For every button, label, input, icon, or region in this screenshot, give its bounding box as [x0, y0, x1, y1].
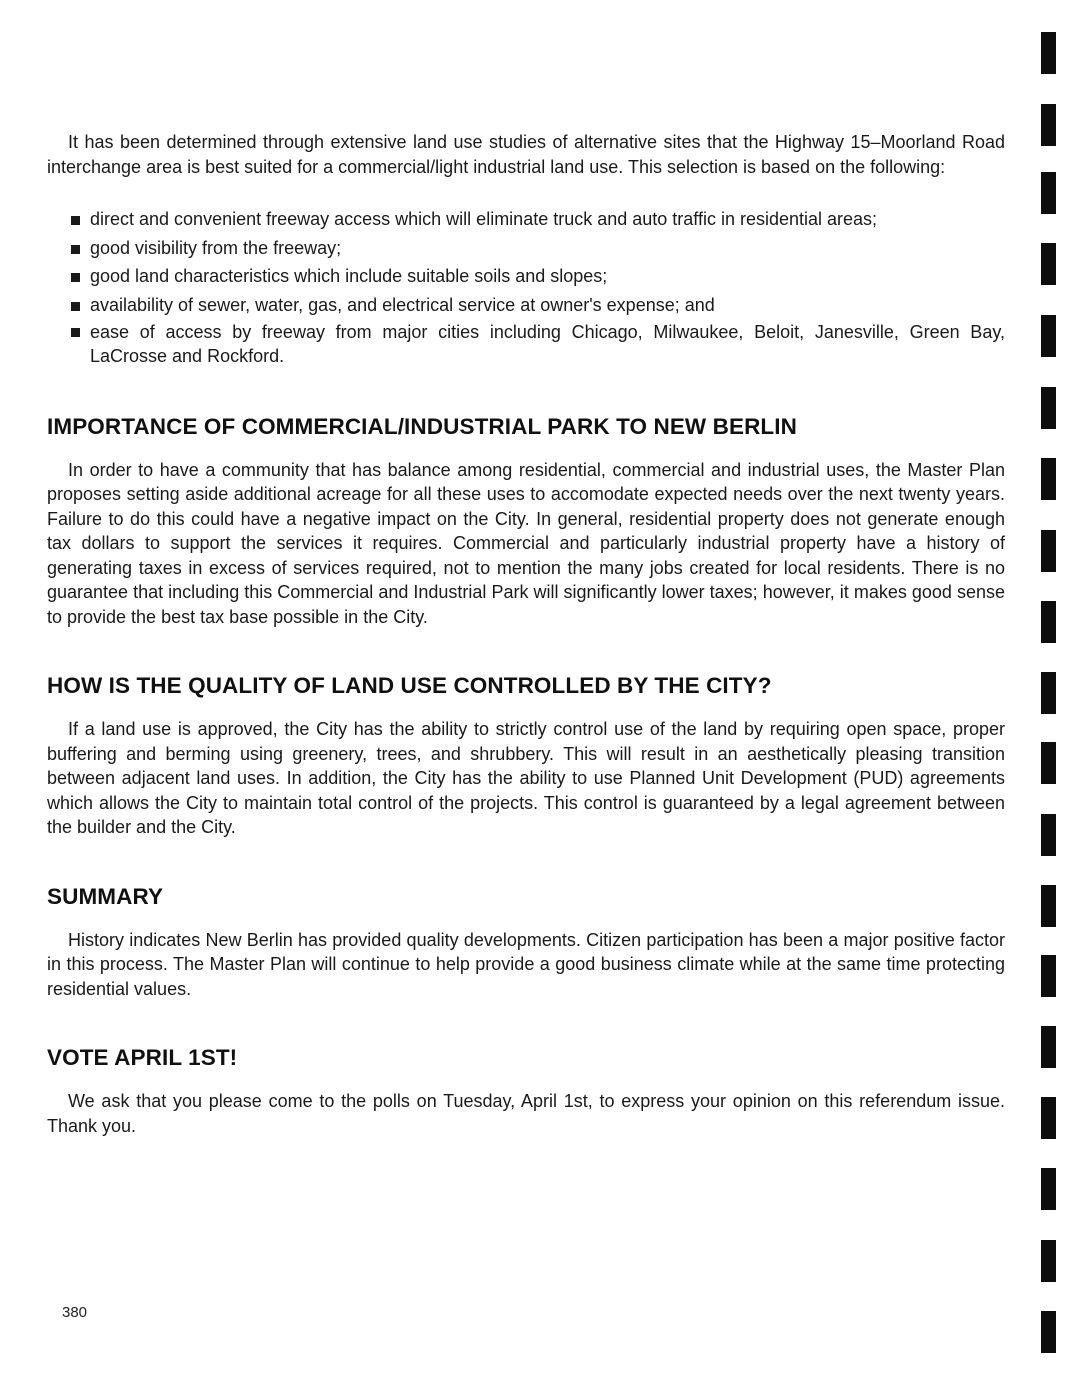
edge-mark: [1041, 1311, 1056, 1353]
section-body-importance: In order to have a community that has balance among residential, commercial and industrial uses, the Master Plan proposes setting aside additional acreage for all these uses to accomodate expected needs over the next twenty years. Failure to do this could have a negative impact on the City. In general, residential property does not generate enough tax dollars to support the services it requires. Commercial and particularly industrial property have a history of generating taxes in excess of services required, not to mention the many jobs created for local residents. There is no guarantee that including this Commercial and Industrial Park will significantly lower taxes; however, it makes good sense to provide the best tax base possible in the City.: [47, 459, 1005, 627]
list-item: good land characteristics which include suitable soils and slopes;: [47, 262, 1005, 291]
edge-mark: [1041, 672, 1056, 714]
edge-mark: [1041, 530, 1056, 572]
square-bullet-icon: [71, 216, 80, 225]
edge-mark: [1041, 885, 1056, 927]
edge-mark: [1041, 32, 1056, 74]
edge-mark: [1041, 955, 1056, 997]
edge-mark: [1041, 1168, 1056, 1210]
edge-mark: [1041, 243, 1056, 285]
scan-edge-marks: [1041, 0, 1061, 1380]
list-item: ease of access by freeway from major cities including Chicago, Milwaukee, Beloit, Janesville, Green Bay, LaCrosse and Rockford.: [47, 320, 1005, 368]
edge-mark: [1041, 814, 1056, 856]
edge-mark: [1041, 1026, 1056, 1068]
section-body-land-use-control: If a land use is approved, the City has the ability to strictly control use of the land by requiring open space, proper buffering and berming using greenery, trees, and shrubbery. This will result in an aesthetically pleasing transition between adjacent land uses. In addition, the City has the ability to use Planned Unit Development (PUD) agreements which allows the City to maintain total control of the projects. This control is guaranteed by a legal agreement between the builder and the City.: [47, 719, 1005, 838]
edge-mark: [1041, 172, 1056, 214]
section-heading-vote: VOTE APRIL 1ST!: [47, 1045, 238, 1071]
intro-paragraph: It has been determined through extensive land use studies of alternative sites that the Highway 15–Moorland Road interchange area is best suited for a commercial/light industrial land use. This selection is based on the following:: [47, 132, 1005, 177]
list-item: good visibility from the freeway;: [47, 234, 1005, 263]
list-item: direct and convenient freeway access which will eliminate truck and auto traffic in residential areas;: [47, 205, 1005, 234]
edge-mark: [1041, 1097, 1056, 1139]
edge-mark: [1041, 601, 1056, 643]
section-body-summary: History indicates New Berlin has provided quality developments. Citizen participation has been a major positive factor in this process. The Master Plan will continue to help provide a good business climate while at the same time protecting residential values.: [47, 929, 1005, 999]
edge-mark: [1041, 458, 1056, 500]
square-bullet-icon: [71, 328, 80, 337]
section-heading-importance: IMPORTANCE OF COMMERCIAL/INDUSTRIAL PARK TO NEW BERLIN: [47, 413, 797, 439]
document-body: [47, 130, 1005, 1138]
section-body-vote: We ask that you please come to the polls on Tuesday, April 1st, to express your opinion on this referendum issue. Thank you.: [47, 1091, 1005, 1136]
section-heading-land-use-control: HOW IS THE QUALITY OF LAND USE CONTROLLED BY THE CITY?: [47, 673, 772, 699]
site-criteria-list: [47, 205, 1005, 368]
edge-mark: [1041, 387, 1056, 429]
section-heading-summary: SUMMARY: [47, 883, 164, 909]
square-bullet-icon: [71, 302, 80, 311]
page-number: 380: [62, 1304, 88, 1321]
edge-mark: [1041, 742, 1056, 784]
edge-mark: [1041, 315, 1056, 357]
edge-mark: [1041, 1240, 1056, 1282]
square-bullet-icon: [71, 245, 80, 254]
square-bullet-icon: [71, 273, 80, 282]
list-item: availability of sewer, water, gas, and electrical service at owner's expense; and: [47, 291, 1005, 320]
edge-mark: [1041, 104, 1056, 146]
